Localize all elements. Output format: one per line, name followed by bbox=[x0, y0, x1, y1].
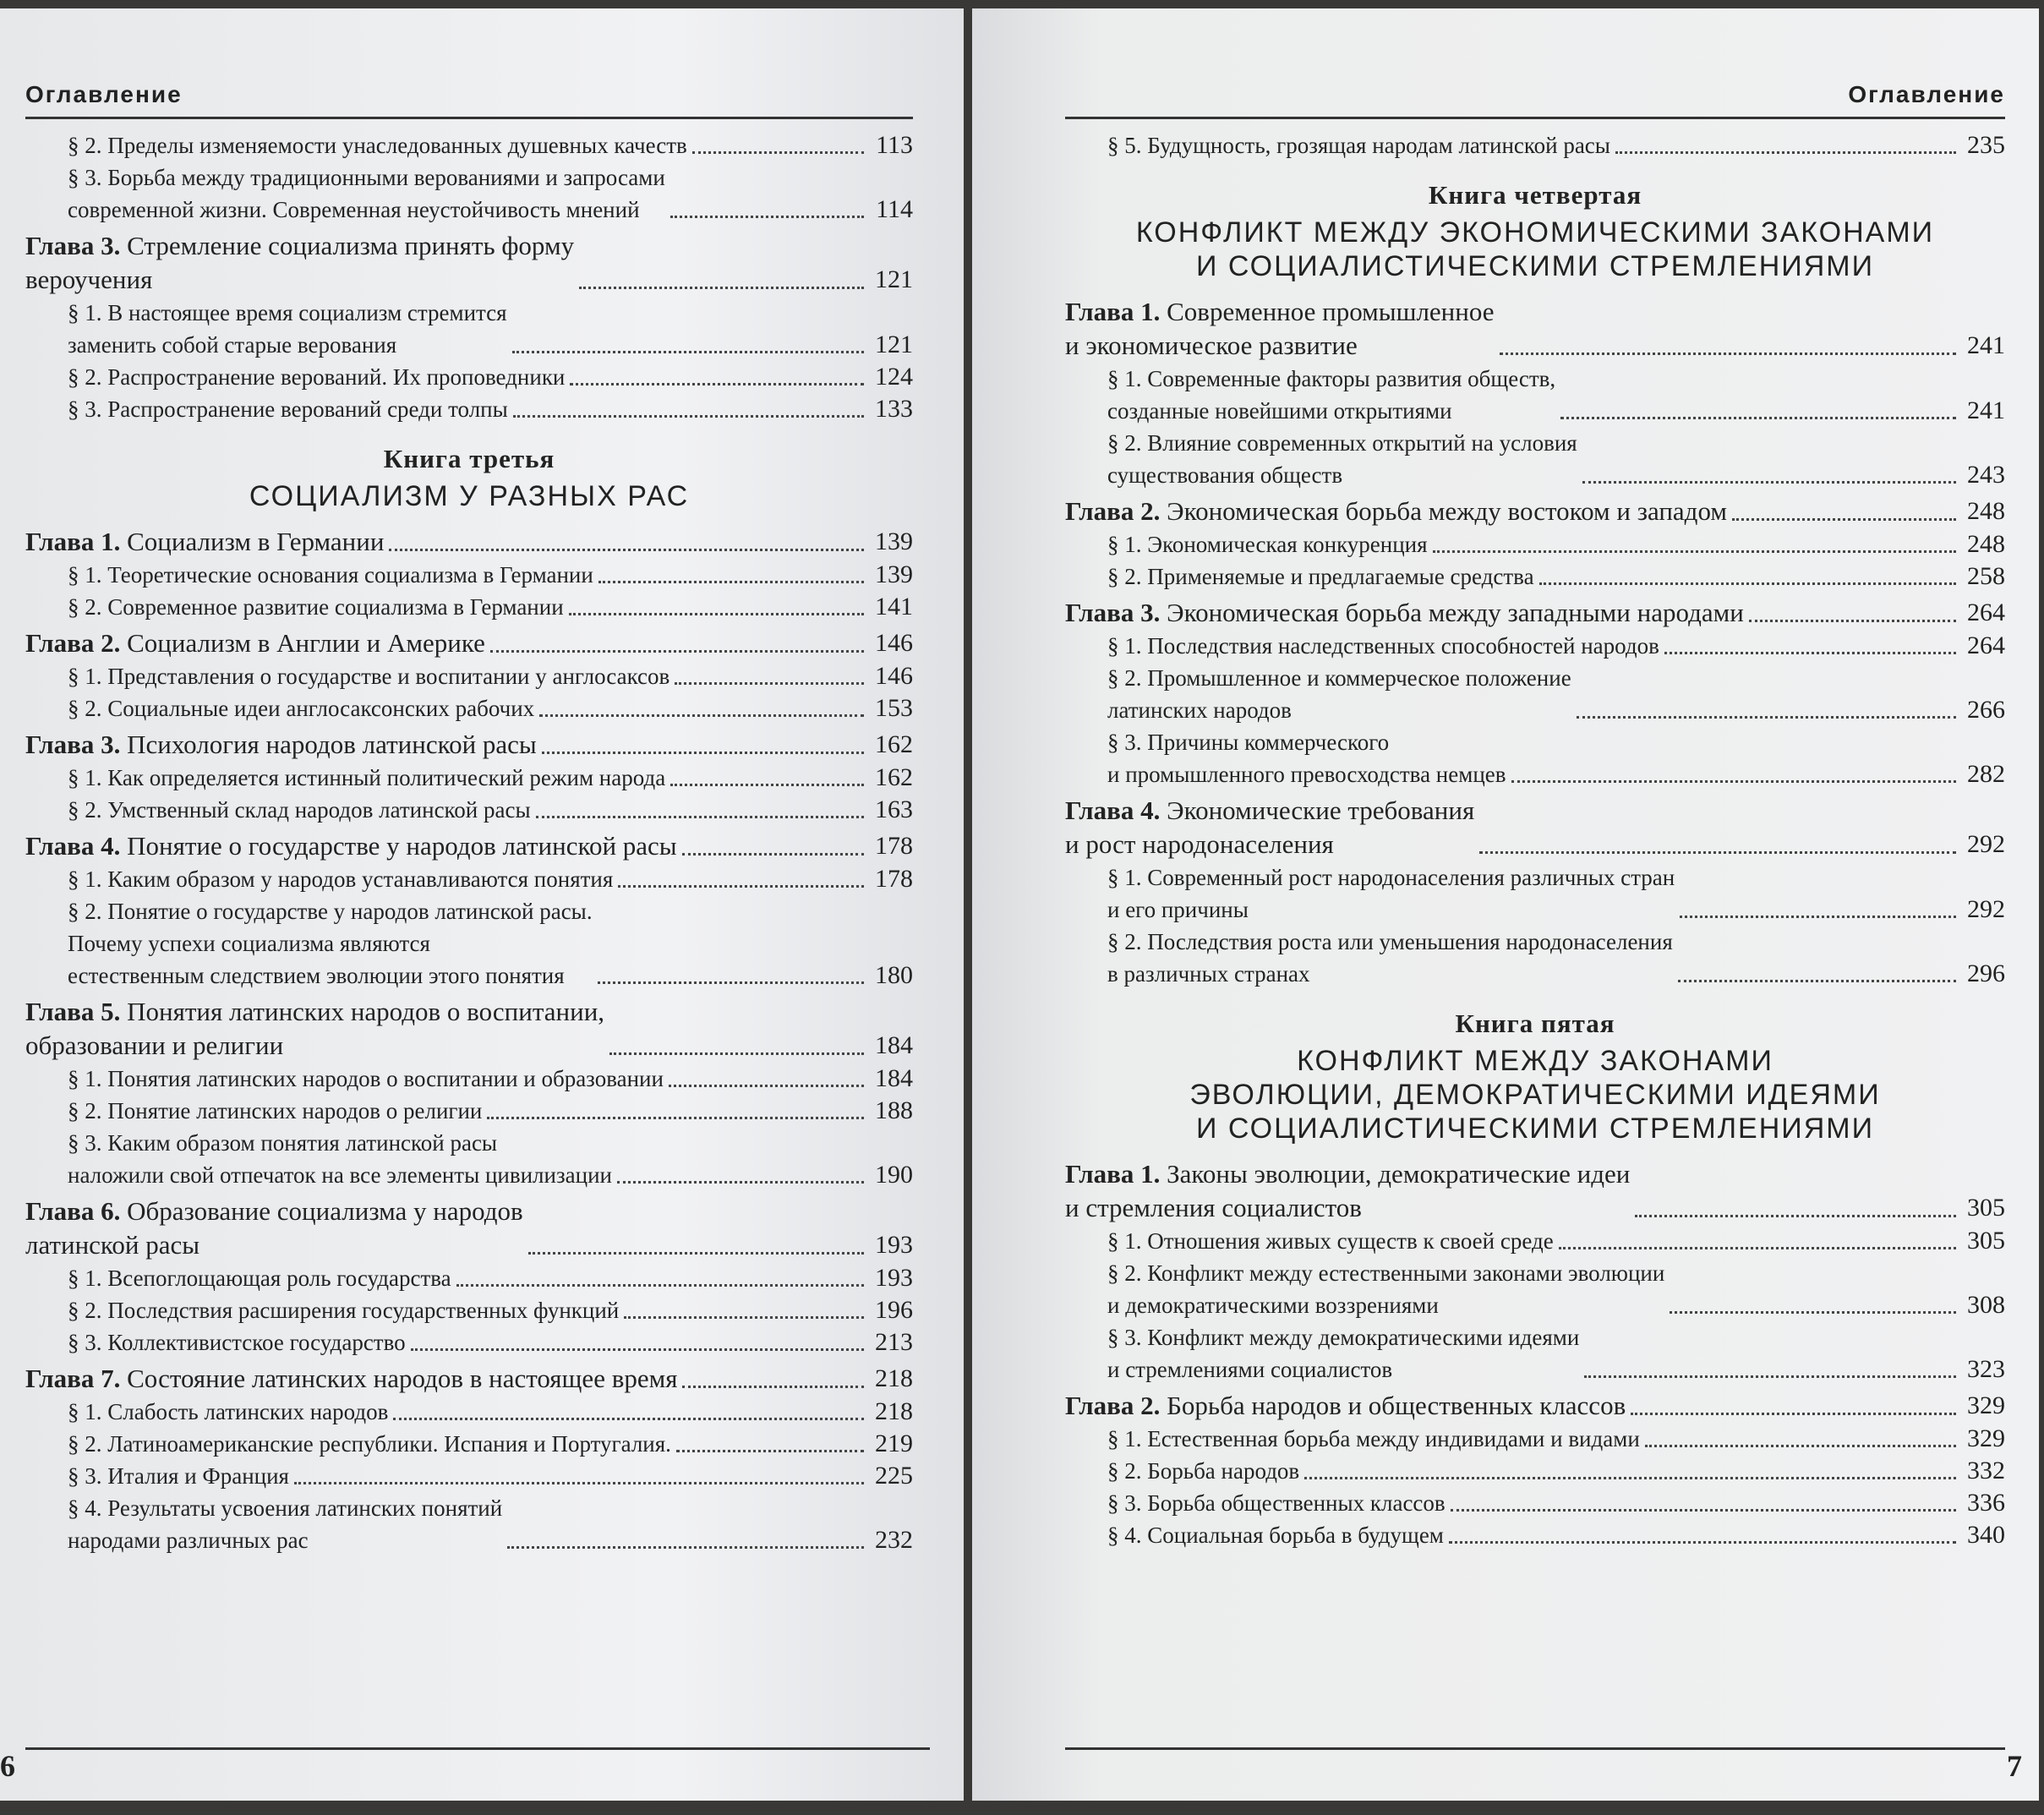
toc-section-entry bbox=[25, 1460, 913, 1492]
dot-leader bbox=[1500, 353, 1956, 355]
dot-leader bbox=[682, 853, 864, 856]
section-title: § 2. Влияние современных открытий на условия существования обществ bbox=[1107, 430, 1577, 488]
page-ref: 264 bbox=[1967, 631, 2005, 659]
section-title: § 2. Последствия роста или уменьшения народонаселения в различных странах bbox=[1107, 929, 1673, 987]
chapter-label: Глава 2. bbox=[1065, 496, 1161, 526]
page-ref: 266 bbox=[1967, 696, 2005, 724]
page-ref: 121 bbox=[875, 331, 913, 358]
section-title: § 4. Результаты усвоения латинских понятий народами различных рас bbox=[68, 1495, 503, 1553]
page-ref: 336 bbox=[1967, 1489, 2005, 1517]
chapter-title: Понятие о государстве у народов латинской расы bbox=[127, 831, 677, 861]
toc-section-entry bbox=[1065, 427, 2005, 491]
dot-leader bbox=[1635, 1215, 1956, 1217]
dot-leader bbox=[1304, 1477, 1956, 1479]
page-ref: 153 bbox=[875, 694, 913, 722]
page-ref: 163 bbox=[875, 795, 913, 823]
page-ref: 296 bbox=[1967, 959, 2005, 987]
page-ref: 329 bbox=[1967, 1391, 2005, 1419]
chapter-label: Глава 3. bbox=[25, 730, 121, 759]
chapter-title: Социализм в Англии и Америке bbox=[127, 628, 485, 658]
page-ref: 305 bbox=[1967, 1194, 2005, 1222]
toc-section-entry bbox=[1065, 1423, 2005, 1455]
chapter-title: Понятия латинских народов о воспитании, образовании и религии bbox=[25, 997, 605, 1060]
section-title: § 1. Отношения живых существ к своей среде bbox=[1107, 1228, 1554, 1254]
toc-section-entry bbox=[1065, 861, 2005, 926]
dot-leader bbox=[682, 1386, 864, 1388]
section-title: § 1. Теоретические основания социализма в Германии bbox=[68, 562, 593, 588]
chapter-heading bbox=[25, 626, 485, 660]
toc-section-entry bbox=[1065, 926, 2005, 990]
toc-section-entry bbox=[1065, 1257, 2005, 1321]
toc-section-entry bbox=[25, 161, 913, 226]
page-ref: 248 bbox=[1967, 497, 2005, 525]
chapter-heading bbox=[1065, 794, 1474, 861]
page-ref: 193 bbox=[875, 1264, 913, 1292]
toc-chapter-entry bbox=[25, 1195, 913, 1262]
chapter-title: Экономические требования и рост народонаселения bbox=[1065, 795, 1475, 859]
page-ref: 114 bbox=[876, 195, 913, 223]
chapter-label: Глава 2. bbox=[1065, 1391, 1161, 1420]
toc-section-entry bbox=[1065, 129, 2005, 161]
chapter-title: Борьба народов и общественных классов bbox=[1167, 1391, 1626, 1420]
page-ref: 264 bbox=[1967, 599, 2005, 626]
page-ref: 180 bbox=[875, 961, 913, 989]
page-ref: 178 bbox=[875, 865, 913, 893]
chapter-label: Глава 5. bbox=[25, 997, 121, 1026]
dot-leader bbox=[1615, 151, 1956, 154]
dot-leader bbox=[512, 351, 864, 353]
footer-rule bbox=[1065, 1747, 2005, 1750]
toc-section-entry bbox=[25, 1095, 913, 1127]
page-ref: 292 bbox=[1967, 895, 2005, 923]
table-of-contents bbox=[1065, 129, 2005, 1551]
page-ref: 225 bbox=[875, 1462, 913, 1490]
page-ref: 184 bbox=[875, 1064, 913, 1092]
toc-section-entry bbox=[1065, 1455, 2005, 1487]
dot-leader bbox=[670, 784, 864, 786]
page-ref: 113 bbox=[876, 131, 913, 159]
section-title: § 3. Конфликт между демократическими идеями и стремлениями социалистов bbox=[1107, 1325, 1580, 1382]
toc-section-entry bbox=[25, 1262, 913, 1294]
page-ref: 232 bbox=[875, 1526, 913, 1554]
section-title: § 2. Последствия расширения государственных функций bbox=[68, 1298, 620, 1323]
page-ref: 241 bbox=[1967, 396, 2005, 424]
section-title: § 1. Естественная борьба между индивидами и видами bbox=[1107, 1426, 1640, 1451]
dot-leader bbox=[513, 415, 864, 418]
dot-leader bbox=[490, 650, 864, 653]
running-head: Оглавление bbox=[25, 81, 913, 119]
book-label: Книга пятая bbox=[1455, 1009, 1615, 1038]
page-ref: 162 bbox=[875, 730, 913, 758]
section-title: § 3. Каким образом понятия латинской расы наложили свой отпечаток на все элементы цивилизации bbox=[68, 1130, 612, 1188]
toc-chapter-entry bbox=[1065, 495, 2005, 528]
dot-leader bbox=[617, 1181, 864, 1184]
page-ref: 340 bbox=[1967, 1521, 2005, 1549]
dot-leader bbox=[676, 1450, 864, 1452]
toc-section-entry bbox=[25, 1428, 913, 1460]
chapter-heading bbox=[25, 1362, 677, 1396]
toc-section-entry bbox=[1065, 560, 2005, 593]
toc-section-entry bbox=[25, 660, 913, 692]
page-ref: 190 bbox=[875, 1161, 913, 1189]
toc-section-entry bbox=[1065, 1487, 2005, 1519]
section-title: § 3. Борьба общественных классов bbox=[1107, 1490, 1446, 1516]
chapter-label: Глава 3. bbox=[1065, 598, 1161, 627]
toc-section-entry bbox=[1065, 1321, 2005, 1386]
dot-leader bbox=[1680, 916, 1956, 918]
chapter-heading bbox=[1065, 295, 1495, 363]
toc-chapter-entry bbox=[25, 1362, 913, 1396]
page-ref: 124 bbox=[875, 363, 913, 391]
toc-chapter-entry bbox=[25, 829, 913, 863]
chapter-heading bbox=[25, 1195, 523, 1262]
book-title: КОНФЛИКТ МЕЖДУ ЭКОНОМИЧЕСКИМИ ЗАКОНАМИ И СОЦИАЛИСТИЧЕСКИМИ СТРЕМЛЕНИЯМИ bbox=[1135, 216, 1935, 282]
dot-leader bbox=[1670, 1311, 1956, 1314]
dot-leader bbox=[624, 1316, 864, 1319]
section-title: § 1. Экономическая конкуренция bbox=[1107, 532, 1428, 557]
dot-leader bbox=[579, 287, 864, 289]
page-ref: 308 bbox=[1967, 1291, 2005, 1319]
page-ref: 141 bbox=[875, 593, 913, 620]
dot-leader bbox=[1577, 716, 1956, 719]
dot-leader bbox=[618, 885, 864, 888]
page-number: 6 bbox=[0, 1749, 15, 1783]
book-label: Книга третья bbox=[383, 444, 555, 473]
page-ref: 282 bbox=[1967, 760, 2005, 788]
chapter-label: Глава 7. bbox=[25, 1364, 121, 1393]
page-ref: 235 bbox=[1967, 131, 2005, 159]
toc-section-entry bbox=[25, 762, 913, 794]
toc-chapter-entry bbox=[25, 229, 913, 297]
page-ref: 213 bbox=[875, 1328, 913, 1356]
chapter-label: Глава 1. bbox=[1065, 1159, 1161, 1189]
dot-leader bbox=[487, 1117, 864, 1119]
page-ref: 218 bbox=[875, 1364, 913, 1392]
toc-section-entry bbox=[25, 1294, 913, 1326]
dot-leader bbox=[1631, 1413, 1956, 1415]
toc-section-entry bbox=[1065, 1225, 2005, 1257]
dot-leader bbox=[598, 581, 864, 583]
dot-leader bbox=[1479, 851, 1956, 854]
toc-section-entry bbox=[25, 794, 913, 826]
section-title: § 2. Распространение верований. Их проповедники bbox=[68, 364, 566, 390]
toc-section-entry bbox=[1065, 528, 2005, 560]
dot-leader bbox=[393, 1418, 864, 1420]
page-ref: 323 bbox=[1967, 1355, 2005, 1383]
page-ref: 243 bbox=[1967, 461, 2005, 489]
page-ref: 121 bbox=[875, 265, 913, 293]
dot-leader bbox=[1664, 652, 1956, 654]
dot-leader bbox=[1749, 620, 1956, 622]
dot-leader bbox=[670, 216, 864, 218]
chapter-label: Глава 1. bbox=[1065, 297, 1161, 326]
section-title: § 2. Понятие о государстве у народов латинской расы. Почему успехи социализма являются естественным следствием эволюции этого понятия bbox=[68, 899, 593, 988]
page-ref: 139 bbox=[875, 560, 913, 588]
chapter-heading bbox=[1065, 596, 1744, 630]
section-title: § 1. Как определяется истинный политический режим народа bbox=[68, 765, 666, 790]
section-title: § 1. Всепоглощающая роль государства bbox=[68, 1266, 451, 1291]
toc-section-entry bbox=[25, 559, 913, 591]
dot-leader bbox=[542, 752, 864, 754]
toc-section-entry bbox=[25, 1127, 913, 1191]
page-ref: 329 bbox=[1967, 1424, 2005, 1452]
dot-leader bbox=[507, 1546, 864, 1549]
chapter-heading bbox=[1065, 495, 1727, 528]
page-ref: 146 bbox=[875, 629, 913, 657]
section-title: § 1. Последствия наследственных способностей народов bbox=[1107, 633, 1659, 659]
dot-leader bbox=[609, 1052, 864, 1055]
page-ref: 178 bbox=[875, 832, 913, 860]
page-ref: 196 bbox=[875, 1296, 913, 1324]
chapter-title: Экономическая борьба между востоком и западом bbox=[1167, 496, 1727, 526]
left-page bbox=[0, 8, 964, 1801]
book-title: КОНФЛИКТ МЕЖДУ ЗАКОНАМИ ЭВОЛЮЦИИ, ДЕМОКРАТИЧЕСКИМИ ИДЕЯМИ И СОЦИАЛИСТИЧЕСКИМИ СТРЕМЛЕНИЯМИ bbox=[1189, 1045, 1881, 1145]
toc-chapter-entry bbox=[1065, 1157, 2005, 1225]
section-title: § 2. Умственный склад народов латинской расы bbox=[68, 797, 531, 823]
dot-leader bbox=[1732, 518, 1956, 521]
chapter-label: Глава 1. bbox=[25, 527, 121, 556]
page-ref: 241 bbox=[1967, 331, 2005, 359]
toc-section-entry bbox=[25, 863, 913, 895]
chapter-title: Современное промышленное и экономическое развитие bbox=[1065, 297, 1495, 360]
toc-section-entry bbox=[1065, 1519, 2005, 1551]
book-label: Книга четвертая bbox=[1428, 180, 1642, 210]
section-title: § 2. Применяемые и предлагаемые средства bbox=[1107, 564, 1534, 589]
section-title: § 2. Латиноамериканские республики. Испания и Португалия. bbox=[68, 1431, 671, 1457]
toc-chapter-entry bbox=[25, 995, 913, 1063]
page-ref: 332 bbox=[1967, 1457, 2005, 1484]
chapter-heading bbox=[25, 525, 384, 559]
page-ref: 292 bbox=[1967, 830, 2005, 858]
chapter-label: Глава 4. bbox=[1065, 795, 1161, 825]
page-ref: 305 bbox=[1967, 1227, 2005, 1255]
section-title: § 3. Распространение верований среди толпы bbox=[68, 396, 508, 422]
toc-section-entry bbox=[25, 1492, 913, 1556]
toc-section-entry bbox=[25, 591, 913, 623]
dot-leader bbox=[1678, 980, 1956, 982]
section-title: § 3. Борьба между традиционными верованиями и запросами современной жизни. Современная неустойчивость мнений bbox=[68, 165, 665, 222]
section-title: § 1. Современные факторы развития обществ, созданные новейшими открытиями bbox=[1107, 366, 1556, 424]
dot-leader bbox=[1449, 1541, 1956, 1544]
dot-leader bbox=[539, 714, 864, 717]
dot-leader bbox=[569, 613, 864, 615]
section-title: § 2. Современное развитие социализма в Германии bbox=[68, 594, 564, 620]
chapter-label: Глава 6. bbox=[25, 1196, 121, 1226]
chapter-title: Образование социализма у народов латинской расы bbox=[25, 1196, 523, 1260]
toc-chapter-entry bbox=[1065, 1389, 2005, 1423]
page-ref: 218 bbox=[875, 1397, 913, 1425]
dot-leader bbox=[598, 981, 864, 984]
dot-leader bbox=[1645, 1445, 1956, 1447]
chapter-heading bbox=[1065, 1389, 1626, 1423]
section-title: § 4. Социальная борьба в будущем bbox=[1107, 1523, 1444, 1548]
chapter-title: Экономическая борьба между западными народами bbox=[1167, 598, 1744, 627]
dot-leader bbox=[294, 1482, 864, 1484]
chapter-heading bbox=[25, 829, 677, 863]
toc-chapter-entry bbox=[25, 626, 913, 660]
dot-leader bbox=[669, 1085, 864, 1087]
dot-leader bbox=[1560, 417, 1956, 419]
dot-leader bbox=[1582, 481, 1956, 484]
page-ref: 184 bbox=[875, 1031, 913, 1059]
section-title: § 2. Конфликт между естественными законами эволюции и демократическими воззрениями bbox=[1107, 1260, 1665, 1318]
table-of-contents bbox=[25, 129, 913, 1556]
section-title: § 3. Коллективистское государство bbox=[68, 1330, 406, 1355]
toc-section-entry bbox=[25, 1326, 913, 1359]
page-ref: 193 bbox=[875, 1231, 913, 1259]
dot-leader bbox=[456, 1284, 864, 1287]
page-ref: 248 bbox=[1967, 530, 2005, 558]
toc-section-entry bbox=[1065, 363, 2005, 427]
page-ref: 188 bbox=[875, 1096, 913, 1124]
book-title: СОЦИАЛИЗМ У РАЗНЫХ РАС bbox=[249, 480, 690, 512]
right-page bbox=[972, 8, 2039, 1801]
page-ref: 133 bbox=[875, 395, 913, 423]
dot-leader bbox=[1451, 1509, 1956, 1512]
toc-section-entry bbox=[25, 895, 913, 992]
page-ref: 162 bbox=[875, 763, 913, 791]
section-title: § 1. Представления о государстве и воспитании у англосаксов bbox=[68, 664, 670, 689]
section-title: § 2. Промышленное и коммерческое положение латинских народов bbox=[1107, 665, 1571, 723]
section-title: § 2. Социальные идеи англосаксонских рабочих bbox=[68, 696, 535, 721]
section-title: § 5. Будущность, грозящая народам латинской расы bbox=[1107, 133, 1610, 158]
toc-section-entry bbox=[1065, 662, 2005, 726]
toc-chapter-entry bbox=[25, 525, 913, 559]
toc-section-entry bbox=[25, 1396, 913, 1428]
page-number: 7 bbox=[2007, 1749, 2022, 1783]
toc-section-entry bbox=[1065, 726, 2005, 790]
running-head: Оглавление bbox=[1065, 81, 2005, 119]
footer-rule bbox=[25, 1747, 930, 1750]
chapter-heading bbox=[25, 728, 537, 762]
page-ref: 219 bbox=[875, 1430, 913, 1457]
toc-section-entry bbox=[25, 361, 913, 393]
dot-leader bbox=[570, 383, 864, 385]
section-title: § 2. Пределы изменяемости унаследованных душевных качеств bbox=[68, 133, 687, 158]
chapter-heading bbox=[25, 995, 604, 1063]
dot-leader bbox=[1559, 1247, 1956, 1249]
chapter-label: Глава 3. bbox=[25, 231, 121, 260]
dot-leader bbox=[1511, 780, 1957, 783]
toc-chapter-entry bbox=[25, 728, 913, 762]
toc-section-entry bbox=[25, 129, 913, 161]
section-title: § 1. Каким образом у народов устанавливаются понятия bbox=[68, 866, 614, 892]
toc-section-entry bbox=[25, 1063, 913, 1095]
section-title: § 1. Слабость латинских народов bbox=[68, 1399, 389, 1424]
section-title: § 1. В настоящее время социализм стремится заменить собой старые верования bbox=[68, 300, 507, 358]
dot-leader bbox=[692, 151, 864, 154]
chapter-title: Законы эволюции, демократические идеи и стремления социалистов bbox=[1065, 1159, 1631, 1222]
chapter-title: Стремление социализма принять форму вероучения bbox=[25, 231, 575, 294]
chapter-title: Психология народов латинской расы bbox=[127, 730, 537, 759]
dot-leader bbox=[528, 1252, 864, 1255]
toc-section-entry bbox=[25, 393, 913, 425]
chapter-label: Глава 2. bbox=[25, 628, 121, 658]
dot-leader bbox=[411, 1348, 864, 1351]
chapter-heading bbox=[25, 229, 574, 297]
section-title: § 1. Понятия латинских народов о воспитании и образовании bbox=[68, 1066, 664, 1091]
toc-section-entry bbox=[25, 297, 913, 361]
section-title: § 2. Понятие латинских народов о религии bbox=[68, 1098, 483, 1123]
section-title: § 2. Борьба народов bbox=[1107, 1458, 1300, 1484]
page-ref: 139 bbox=[875, 528, 913, 555]
chapter-label: Глава 4. bbox=[25, 831, 121, 861]
dot-leader bbox=[1433, 550, 1956, 553]
page-ref: 146 bbox=[875, 662, 913, 690]
chapter-title: Социализм в Германии bbox=[127, 527, 385, 556]
section-title: § 1. Современный рост народонаселения различных стран и его причины bbox=[1107, 865, 1675, 922]
section-title: § 3. Италия и Франция bbox=[68, 1463, 289, 1489]
section-title: § 3. Причины коммерческого и промышленного превосходства немцев bbox=[1107, 730, 1506, 787]
toc-chapter-entry bbox=[1065, 794, 2005, 861]
toc-section-entry bbox=[1065, 630, 2005, 662]
chapter-title: Состояние латинских народов в настоящее время bbox=[127, 1364, 678, 1393]
toc-section-entry bbox=[25, 692, 913, 724]
dot-leader bbox=[389, 549, 864, 551]
dot-leader bbox=[1539, 582, 1956, 585]
page-ref: 258 bbox=[1967, 562, 2005, 590]
dot-leader bbox=[536, 816, 864, 818]
toc-chapter-entry bbox=[1065, 295, 2005, 363]
dot-leader bbox=[675, 682, 864, 685]
chapter-heading bbox=[1065, 1157, 1630, 1225]
toc-chapter-entry bbox=[1065, 596, 2005, 630]
dot-leader bbox=[1584, 1375, 1956, 1378]
